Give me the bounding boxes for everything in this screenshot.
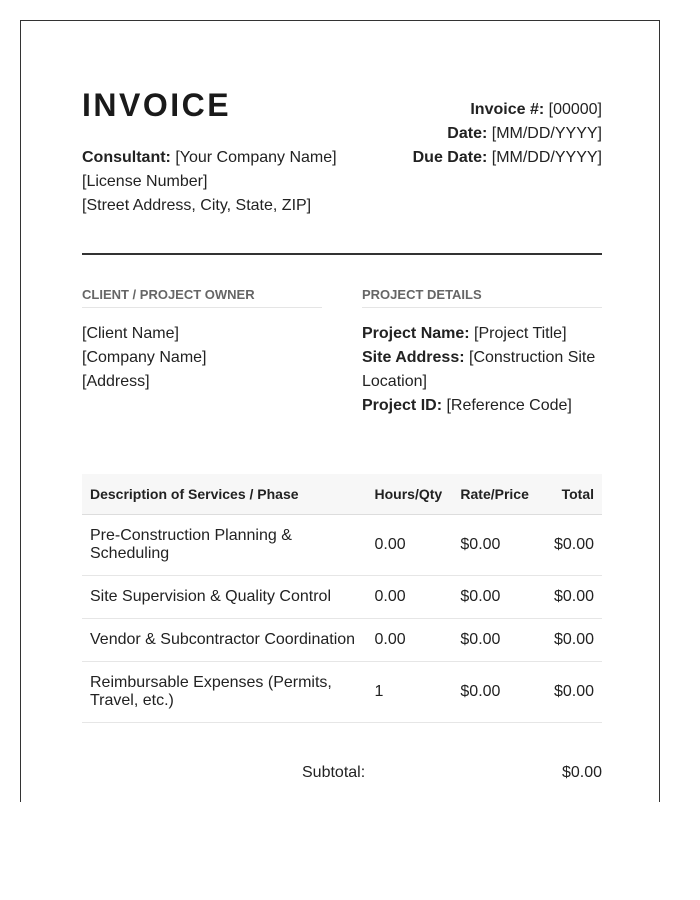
invoice-title: INVOICE xyxy=(82,87,232,123)
due-date-value: [MM/DD/YYYY] xyxy=(487,149,602,166)
invoice-date-label: Date: xyxy=(447,125,488,142)
site-address-line xyxy=(362,346,602,394)
row-qty: 0.00 xyxy=(367,515,453,576)
header-divider xyxy=(82,253,602,255)
row-total: $0.00 xyxy=(538,662,602,723)
column-header-qty: Hours/Qty xyxy=(367,474,453,515)
table-row xyxy=(82,619,602,662)
invoice-number-label: Invoice #: xyxy=(470,101,545,118)
client-name: [Client Name] xyxy=(82,325,179,342)
row-total: $0.00 xyxy=(538,576,602,619)
row-description: Site Supervision & Quality Control xyxy=(82,576,367,619)
table-row xyxy=(82,515,602,576)
column-header-rate: Rate/Price xyxy=(452,474,538,515)
project-id-value: [Reference Code] xyxy=(442,397,572,414)
table-row xyxy=(82,576,602,619)
table-row xyxy=(82,662,602,723)
row-rate: $0.00 xyxy=(452,576,538,619)
consultant-address: [Street Address, City, State, ZIP] xyxy=(82,197,312,214)
invoice-number-line xyxy=(413,98,602,122)
consultant-value: [Your Company Name] xyxy=(170,149,337,166)
subtotal-value: $0.00 xyxy=(561,764,602,781)
row-qty: 0.00 xyxy=(367,576,453,619)
project-heading: PROJECT DETAILS xyxy=(362,287,602,308)
consultant-label: Consultant: xyxy=(82,149,171,166)
row-qty: 0.00 xyxy=(367,619,453,662)
consultant-block xyxy=(82,146,337,218)
subtotal-label: Subtotal: xyxy=(302,764,366,781)
column-header-total: Total xyxy=(538,474,602,515)
row-rate: $0.00 xyxy=(452,662,538,723)
client-address: [Address] xyxy=(82,373,150,390)
invoice-date-line xyxy=(413,122,602,146)
due-date-label: Due Date: xyxy=(412,149,488,166)
services-table xyxy=(82,474,602,723)
invoice-meta xyxy=(413,98,602,170)
due-date-line xyxy=(413,146,602,170)
column-header-description: Description of Services / Phase xyxy=(82,474,367,515)
row-description: Vendor & Subcontractor Coordination xyxy=(82,619,367,662)
consultant-line xyxy=(82,146,337,170)
project-name-label: Project Name: xyxy=(362,325,470,342)
project-block xyxy=(362,322,602,418)
row-qty: 1 xyxy=(367,662,453,723)
row-description: Pre-Construction Planning & Scheduling xyxy=(82,515,367,576)
project-name-value: [Project Title] xyxy=(469,325,567,342)
row-description: Reimbursable Expenses (Permits, Travel, etc.) xyxy=(82,662,367,723)
row-rate: $0.00 xyxy=(452,515,538,576)
license-number: [License Number] xyxy=(82,173,208,190)
row-total: $0.00 xyxy=(538,515,602,576)
row-total: $0.00 xyxy=(538,619,602,662)
project-id-label: Project ID: xyxy=(362,397,443,414)
client-heading: CLIENT / PROJECT OWNER xyxy=(82,287,322,308)
client-company: [Company Name] xyxy=(82,349,207,366)
site-address-value: [Construction Site Location] xyxy=(362,349,596,390)
project-id-line xyxy=(362,394,602,418)
row-rate: $0.00 xyxy=(452,619,538,662)
invoice-page xyxy=(20,20,660,802)
site-address-label: Site Address: xyxy=(362,349,465,366)
table-header-row xyxy=(82,474,602,515)
invoice-date-value: [MM/DD/YYYY] xyxy=(487,125,602,142)
invoice-number-value: [00000] xyxy=(544,101,602,118)
client-block xyxy=(82,322,207,394)
project-name-line xyxy=(362,322,602,346)
